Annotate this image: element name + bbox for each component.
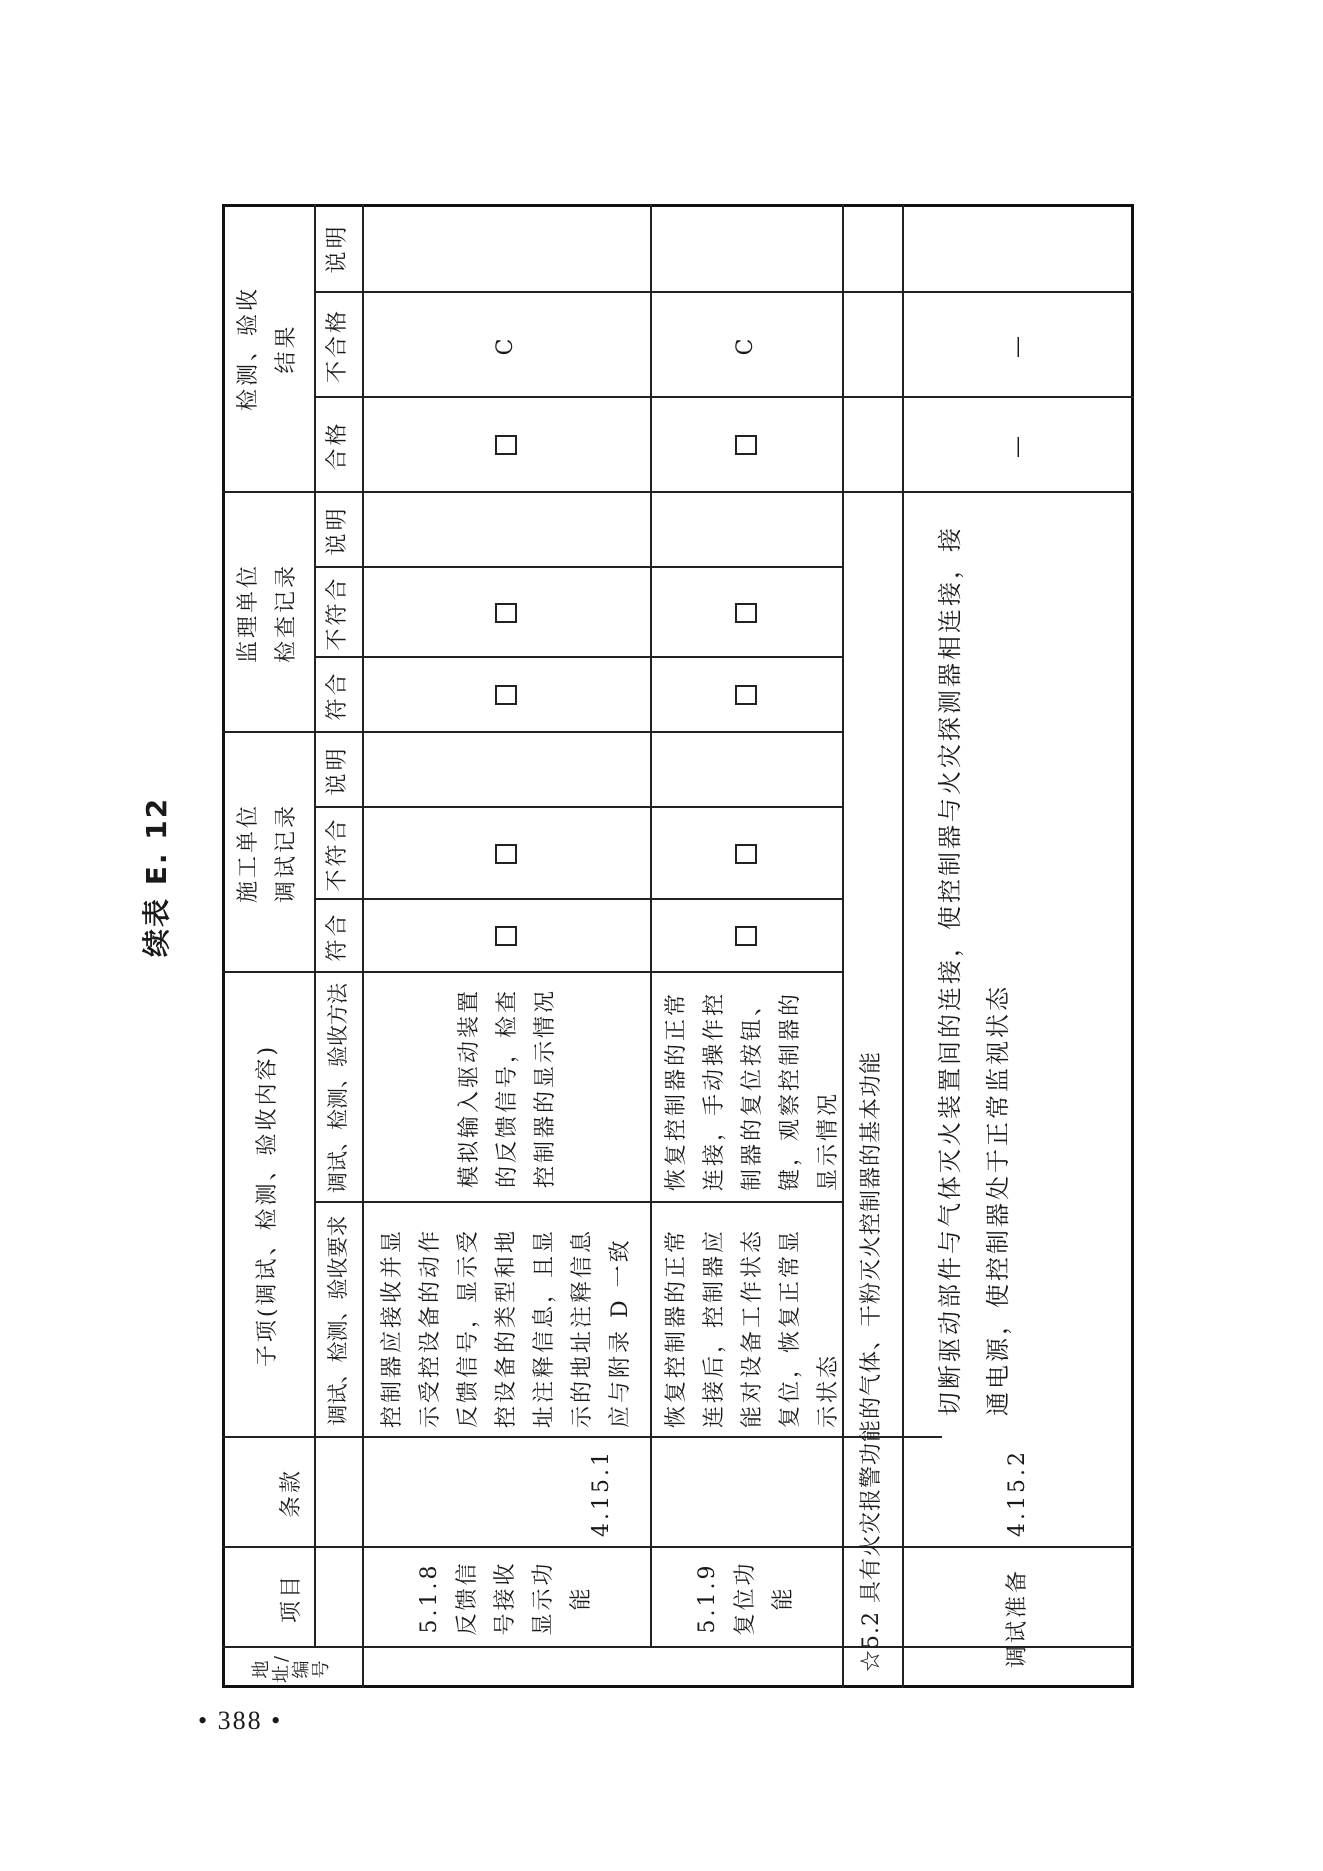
header-s-nonconform: 不符合 [325, 575, 350, 651]
row1-s-conform[interactable] [362, 658, 650, 733]
row1-s-nonconform[interactable] [362, 568, 650, 658]
header-item: 项目 [279, 1573, 304, 1624]
checkbox[interactable] [495, 927, 517, 947]
header-method: 调试、检测、验收方法 [326, 983, 350, 1193]
row2-c-nonconform[interactable] [650, 808, 842, 900]
prep-content: 切断驱动部件与气体灭火装置间的连接，使控制器与火灾探测器相连接，接通电源，使控制器处于正常监视状态 [936, 525, 1012, 1416]
row1-c-nonconform[interactable] [362, 808, 650, 900]
header-sub-item: 子项(调试、检测、验收内容) [255, 1043, 280, 1368]
row1-item: 5.1.8 反馈信号接收显示功能 [417, 1560, 594, 1636]
row2-s-conform[interactable] [650, 658, 842, 733]
row2-pass[interactable] [650, 398, 842, 493]
row1-requirement: 控制器应接收并显示受控设备的动作反馈信号，显示受控设备的类型和地址注释信息，且显示的地址注释信息应与附录 D 一致 [380, 1227, 633, 1428]
header-s-note: 说明 [325, 505, 350, 556]
row2-method: 恢复控制器的正常连接，手动操作控制器的复位按钮、键，观察控制器的显示情况 [664, 990, 841, 1191]
row1-pass[interactable] [362, 398, 650, 493]
row1-c-conform[interactable] [362, 900, 650, 973]
header-r-note: 说明 [325, 223, 350, 274]
inspection-table [222, 204, 1134, 1688]
header-construction: 施工单位调试记录 [236, 803, 299, 904]
checkbox[interactable] [495, 686, 517, 706]
prep-clause: 4.15.2 [1005, 1449, 1030, 1537]
checkbox[interactable] [495, 603, 517, 623]
row2-c-conform[interactable] [650, 900, 842, 973]
checkbox[interactable] [495, 436, 517, 456]
header-result: 检测、验收结果 [236, 286, 299, 412]
header-requirement: 调试、检测、验收要求 [326, 1215, 350, 1426]
header-c-nonconform: 不符合 [325, 816, 350, 892]
checkbox[interactable] [735, 603, 757, 623]
checkbox[interactable] [735, 686, 757, 706]
prep-pass-dash: — [1005, 433, 1030, 458]
table-caption: 续表 E. 12 [140, 796, 173, 957]
checkbox[interactable] [735, 436, 757, 456]
header-c-conform: 符合 [325, 911, 350, 962]
prep-label: 调试准备 [1005, 1567, 1030, 1668]
row1-method: 模拟输入驱动装置的反馈信号，检查控制器的显示情况 [457, 988, 558, 1189]
header-c-note: 说明 [325, 745, 350, 796]
row1-fail: C [493, 335, 518, 356]
header-address: 地址/编号 [251, 1652, 332, 1684]
header-s-conform: 符合 [325, 670, 350, 721]
row2-requirement: 恢复控制器的正常连接后，控制器应能对设备工作状态复位，恢复正常显示状态 [664, 1227, 841, 1428]
header-pass: 合格 [325, 420, 350, 471]
shared-clause: 4.15.1 [589, 1449, 614, 1537]
section-title: ☆5.2 具有火灾报警功能的气体、干粉灭火控制器的基本功能 [859, 1051, 884, 1672]
checkbox[interactable] [735, 927, 757, 947]
prep-fail-dash: — [1005, 333, 1030, 358]
checkbox[interactable] [495, 844, 517, 864]
row2-s-nonconform[interactable] [650, 568, 842, 658]
header-clause: 条款 [279, 1468, 304, 1519]
header-fail: 不合格 [325, 308, 350, 384]
page-number: • 388 • [198, 1706, 283, 1735]
checkbox[interactable] [735, 844, 757, 864]
row2-fail: C [733, 335, 758, 356]
row2-item: 5.1.9 复位功能 [695, 1560, 796, 1636]
header-supervision: 监理单位检查记录 [236, 563, 299, 664]
